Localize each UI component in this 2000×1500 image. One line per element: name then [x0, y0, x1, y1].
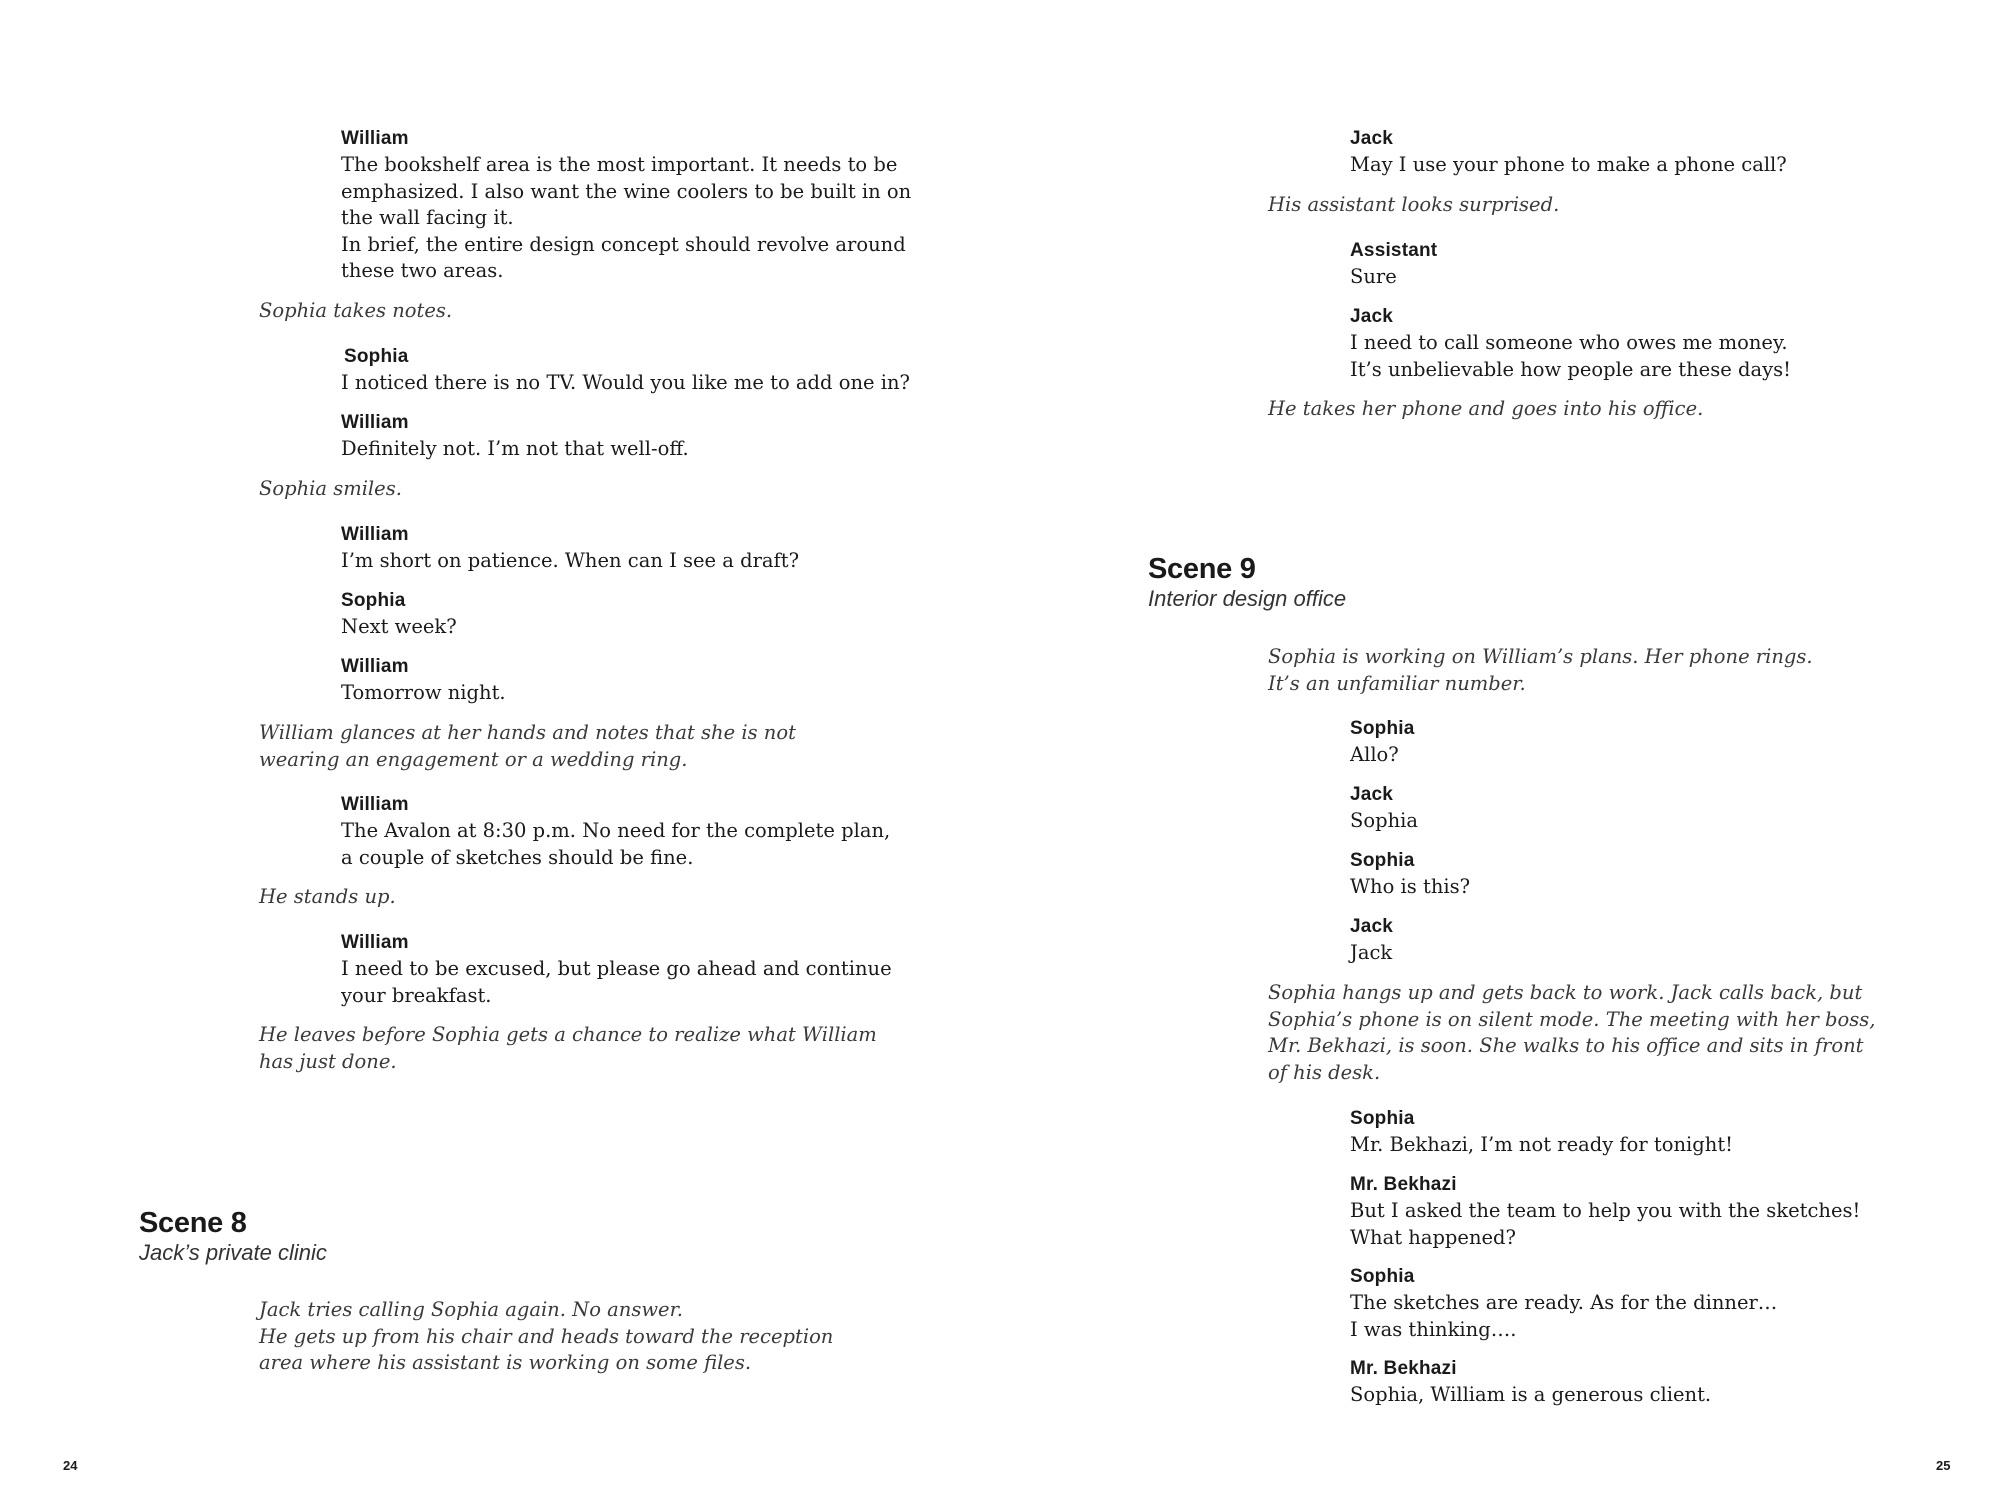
right-page: [1000, 0, 2000, 1500]
scene-title: Scene 9: [1148, 553, 1256, 585]
dialogue-text: Definitely not. I’m not that well-off.: [341, 437, 689, 460]
speaker-name: Assistant: [1350, 240, 1438, 261]
speaker-name: Jack: [1350, 784, 1394, 805]
action-line: Sophia smiles.: [259, 477, 402, 500]
dialogue-block: [1350, 782, 1418, 835]
action-line: Sophia takes notes.: [259, 299, 453, 322]
dialogue-text: The Avalon at 8:30 p.m. No need for the complete plan, a couple of sketches should be fine.: [341, 819, 891, 869]
action-line: Sophia hangs up and gets back to work. Jack calls back, but Sophia’s phone is on silent mode. The meeting with her boss, Mr. Bekhazi, is soon. She walks to his office and sits in front of his desk.: [1268, 981, 1876, 1084]
speaker-name: Jack: [1350, 916, 1394, 937]
dialogue-text: I need to call someone who owes me money. It’s unbelievable how people are these days!: [1350, 331, 1791, 381]
speaker-name: William: [341, 128, 409, 149]
speaker-name: Sophia: [341, 590, 406, 611]
speaker-name: William: [341, 932, 409, 953]
dialogue-block: [341, 588, 457, 641]
dialogue-block: [341, 654, 506, 707]
action-line: William glances at her hands and notes that she is not wearing an engagement or a wedding ring.: [259, 721, 796, 771]
dialogue-text: Allo?: [1350, 743, 1399, 766]
speaker-name: Sophia: [344, 346, 409, 367]
speaker-name: Sophia: [1350, 718, 1415, 739]
dialogue-text: May I use your phone to make a phone call?: [1350, 153, 1787, 176]
dialogue-text: I’m short on patience. When can I see a draft?: [341, 549, 800, 572]
action-line: He leaves before Sophia gets a chance to realize what William has just done.: [259, 1023, 877, 1073]
dialogue-block: [341, 930, 892, 1009]
dialogue-block: [1350, 304, 1791, 383]
dialogue-text: Sure: [1350, 265, 1397, 288]
speaker-name: Sophia: [1350, 850, 1415, 871]
dialogue-text: Tomorrow night.: [341, 681, 506, 704]
scene-heading: [139, 1207, 327, 1267]
dialogue-block: [1350, 848, 1470, 901]
scene-title: Scene 8: [139, 1207, 247, 1239]
dialogue-text: I noticed there is no TV. Would you like me to add one in?: [341, 371, 910, 394]
dialogue-block: [1350, 126, 1787, 179]
dialogue-block: [341, 522, 799, 575]
dialogue-block: [341, 126, 911, 285]
action-line: His assistant looks surprised.: [1268, 193, 1560, 216]
speaker-name: Jack: [1350, 128, 1394, 149]
dialogue-block: [341, 792, 890, 871]
action-line: Jack tries calling Sophia again. No answer. He gets up from his chair and heads toward the reception area where his assistant is working on some files.: [259, 1298, 834, 1374]
dialogue-text: The bookshelf area is the most important. It needs to be emphasized. I also want the wine coolers to be built in on the wall facing it. In brief, the entire design concept should revolve around these two areas.: [341, 153, 912, 282]
dialogue-block: [1350, 1106, 1733, 1159]
speaker-name: Mr. Bekhazi: [1350, 1358, 1457, 1379]
speaker-name: William: [341, 656, 409, 677]
page-number: 24: [63, 1458, 78, 1473]
dialogue-text: Next week?: [341, 615, 457, 638]
dialogue-text: Sophia: [1350, 809, 1419, 832]
action-line: He takes her phone and goes into his office.: [1268, 397, 1704, 420]
scene-heading: [1148, 553, 1346, 613]
dialogue-text: Sophia, William is a generous client.: [1350, 1383, 1712, 1406]
speaker-name: Mr. Bekhazi: [1350, 1174, 1457, 1195]
scene-location: Jack’s private clinic: [139, 1240, 327, 1265]
speaker-name: William: [341, 524, 409, 545]
dialogue-block: [1350, 1356, 1711, 1409]
speaker-name: William: [341, 794, 409, 815]
action-line: Sophia is working on William’s plans. Her phone rings. It’s an unfamiliar number.: [1268, 645, 1813, 695]
speaker-name: William: [341, 412, 409, 433]
speaker-name: Jack: [1350, 306, 1394, 327]
speaker-name: Sophia: [1350, 1108, 1415, 1129]
dialogue-block: [1350, 1172, 1860, 1251]
dialogue-text: Jack: [1350, 941, 1393, 964]
dialogue-block: [341, 344, 910, 397]
dialogue-text: But I asked the team to help you with the sketches! What happened?: [1350, 1199, 1861, 1249]
scene-location: Interior design office: [1148, 586, 1347, 611]
dialogue-block: [1350, 1264, 1777, 1343]
dialogue-text: Who is this?: [1350, 875, 1471, 898]
speaker-name: Sophia: [1350, 1266, 1415, 1287]
page-number: 25: [1936, 1458, 1951, 1473]
dialogue-block: [341, 410, 689, 463]
dialogue-block: [1350, 914, 1393, 967]
dialogue-text: The sketches are ready. As for the dinner… I was thinking….: [1350, 1291, 1778, 1341]
dialogue-text: I need to be excused, but please go ahead and continue your breakfast.: [341, 957, 892, 1007]
dialogue-block: [1350, 716, 1415, 769]
dialogue-block: [1350, 238, 1437, 291]
dialogue-text: Mr. Bekhazi, I’m not ready for tonight!: [1350, 1133, 1733, 1156]
action-line: He stands up.: [259, 885, 396, 908]
